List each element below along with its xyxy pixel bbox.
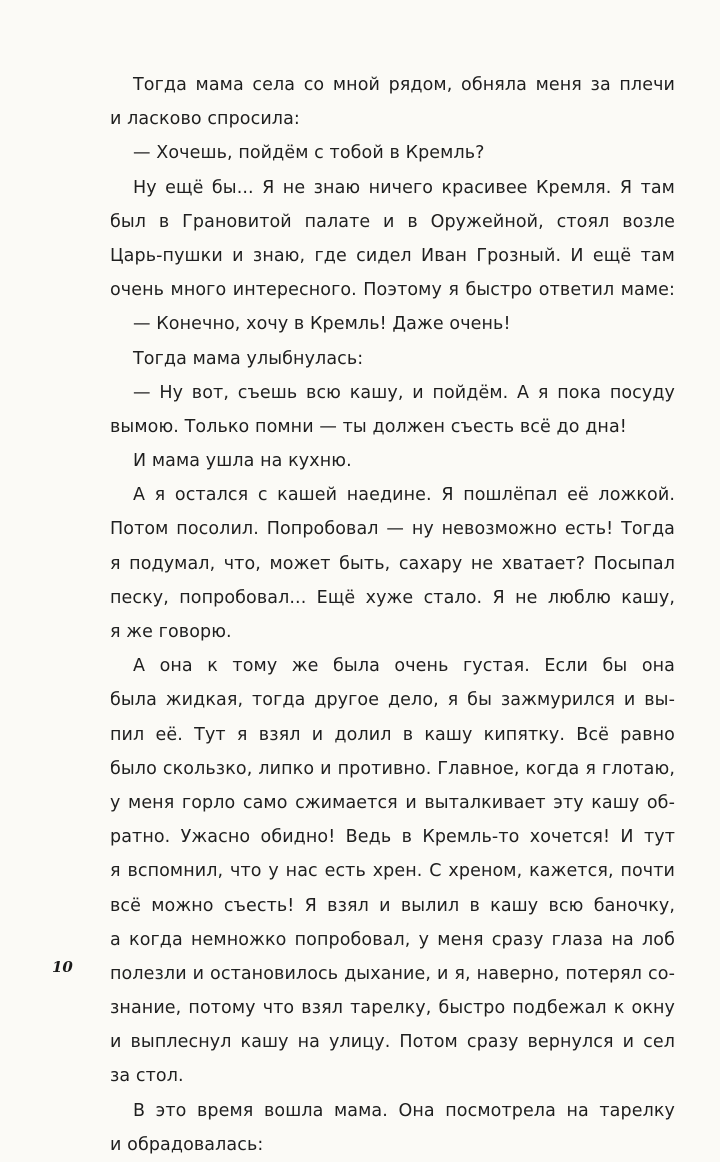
text-line: знание, потому что взял тарелку, быстро подбежал к окну [110, 998, 675, 1019]
text-line: песку, попробовал... Ещё хуже стало. Я не люблю кашу, [110, 587, 675, 608]
text-line: всё можно съесть! Я взял и вылил в кашу всю баночку, [110, 895, 675, 916]
text-line: я подумал, что, может быть, сахару не хватает? Посыпал [110, 553, 675, 574]
text-line: — Хочешь, пойдём с тобой в Кремль? [133, 143, 485, 164]
text-line: И мама ушла на кухню. [133, 451, 352, 472]
text-line: Потом посолил. Попробовал — ну невозможно есть! Тогда [110, 519, 675, 540]
story-text [110, 68, 675, 1162]
text-line: Царь-пушки и знаю, где сидел Иван Грозный. И ещё там [110, 245, 675, 266]
text-line: Ну ещё бы... Я не знаю ничего красивее Кремля. Я там [133, 177, 675, 198]
text-line: и выплеснул кашу на улицу. Потом сразу вернулся и сел [110, 1032, 675, 1053]
text-line: А я остался с кашей наедине. Я пошлёпал её ложкой. [133, 485, 675, 506]
text-line: — Конечно, хочу в Кремль! Даже очень! [133, 314, 511, 335]
text-line: пил её. Тут я взял и долил в кашу кипятку. Всё равно [110, 724, 675, 745]
text-line: А она к тому же была очень густая. Если бы она [133, 656, 675, 677]
text-line: была жидкая, тогда другое дело, я бы зажмурился и вы- [110, 690, 675, 711]
text-line: В это время вошла мама. Она посмотрела на тарелку [133, 1100, 675, 1121]
text-line: ратно. Ужасно обидно! Ведь в Кремль-то хочется! И тут [110, 827, 675, 848]
text-line: за стол. [110, 1066, 184, 1087]
text-line: вымою. Только помни — ты должен съесть всё до дна! [110, 416, 627, 437]
text-line: было скользко, липко и противно. Главное, когда я глотаю, [110, 758, 675, 779]
text-line: и обрадовалась: [110, 1134, 264, 1155]
page-number: 10 [52, 958, 73, 976]
text-line: я же говорю. [110, 622, 232, 642]
text-line: — Ну вот, съешь всю кашу, и пойдём. А я пока посуду [133, 382, 675, 403]
text-line: был в Грановитой палате и в Оружейной, стоял возле [110, 211, 675, 232]
text-line: у меня горло само сжимается и выталкивает эту кашу об- [110, 792, 675, 813]
text-line: я вспомнил, что у нас есть хрен. С хреном, кажется, почти [110, 861, 675, 882]
text-line: а когда немножко попробовал, у меня сразу глаза на лоб [110, 929, 675, 950]
text-line: Тогда мама улыбнулась: [133, 348, 364, 369]
text-line: Тогда мама села со мной рядом, обняла меня за плечи [133, 75, 675, 95]
text-line: и ласково спросила: [110, 109, 300, 130]
text-line: очень много интересного. Поэтому я быстро ответил маме: [110, 280, 675, 301]
text-line: полезли и остановилось дыхание, и я, наверно, потерял со- [110, 963, 675, 984]
